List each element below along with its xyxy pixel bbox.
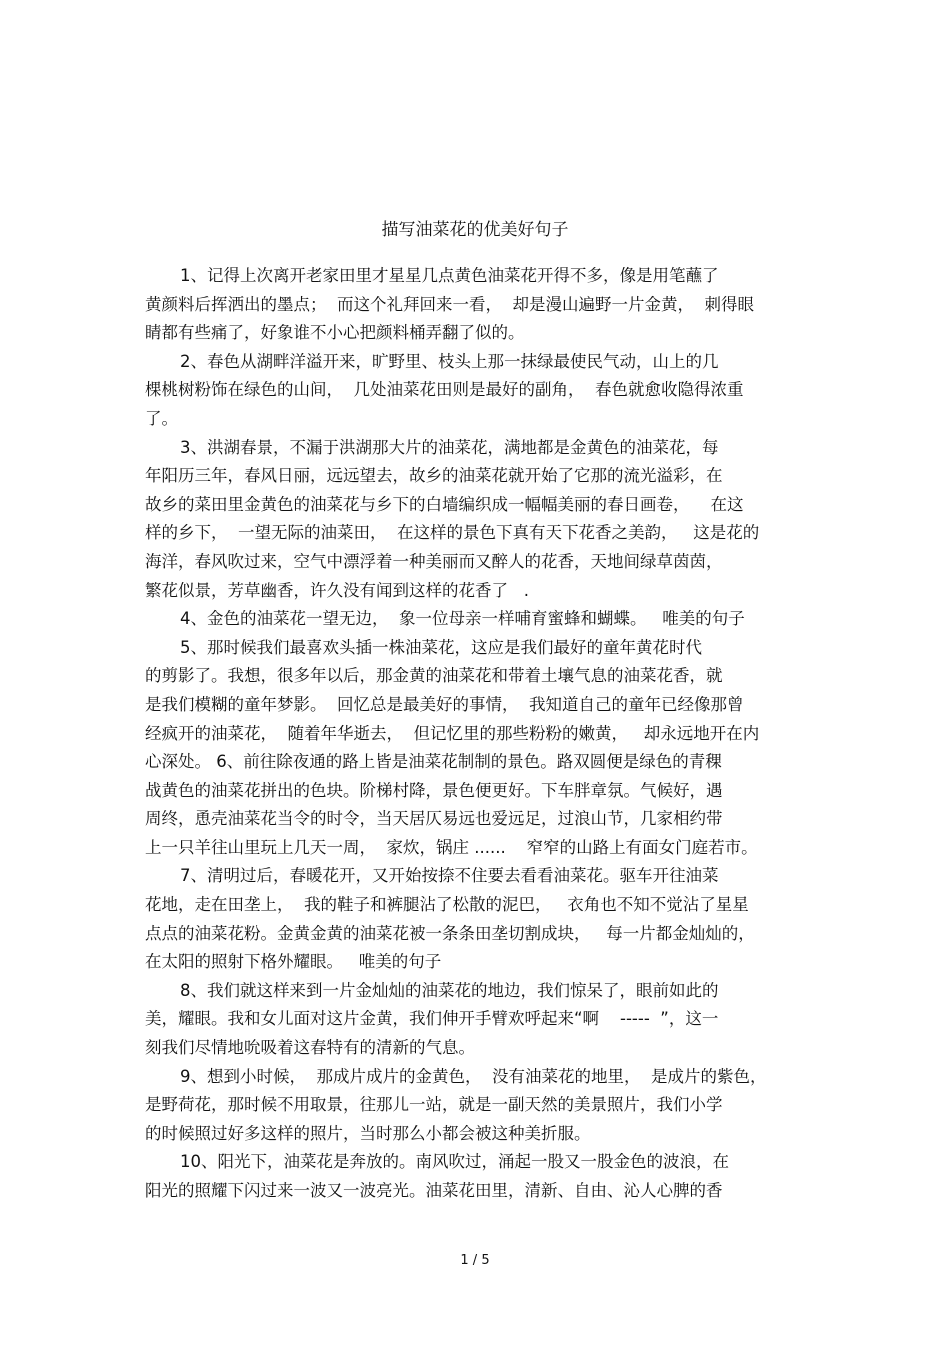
text-line: 4、金色的油菜花一望无边， 象一位母亲一样哺育蜜蜂和蝴蝶。 唯美的句子 bbox=[180, 609, 745, 629]
text-line: 战黄色的油菜花拼出的色块。阶梯村降，景色便更好。下车胖章氛。气候好，遇 bbox=[145, 780, 723, 800]
page-number: 1 / 5 bbox=[460, 1253, 490, 1268]
text-line: 是我们模糊的童年梦影。 回忆总是最美好的事情， 我知道自己的童年已经像那曾 bbox=[145, 694, 744, 714]
text-line: 1、记得上次离开老家田里才星星几点黄色油菜花开得不多，像是用笔蘸了 bbox=[180, 266, 719, 285]
text-line: 7、清明过后，春暖花开，又开始按捺不住要去看看油菜花。驱车开往油菜 bbox=[180, 866, 719, 886]
text-line: 黄颜料后挥洒出的墨点； 而这个礼拜回来一看， 却是漫山遍野一片金黄， 刺得眼 bbox=[145, 294, 754, 314]
text-line: 心深处。 6、前往除夜通的路上皆是油菜花制制的景色。路双圆便是绿色的青稞 bbox=[145, 752, 722, 772]
text-line: 美，耀眼。我和女儿面对这片金黄，我们伸开手臂欢呼起来“啊 ----- ”，这一 bbox=[145, 1009, 719, 1029]
text-line: 周终，恿壳油菜花当令的时令，当天居仄易远也爱远足，过浪山节，几家相约带 bbox=[145, 809, 723, 829]
text-line: 了。 bbox=[145, 408, 178, 428]
text-line: 在太阳的照射下格外耀眼。 唯美的句子 bbox=[145, 952, 442, 972]
text-line: 2、春色从湖畔洋溢开来，旷野里、枝头上那一抹绿最使民气动，山上的几 bbox=[180, 351, 719, 371]
text-line: 睛都有些痛了，好象谁不小心把颜料桶弄翻了似的。 bbox=[145, 323, 525, 343]
text-line: 点点的油菜花粉。金黄金黄的油菜花被一条条田垄切割成块， 每一片都金灿灿的， bbox=[145, 923, 755, 943]
text-line: 刻我们尽情地吮吸着这春特有的清新的气息。 bbox=[145, 1038, 475, 1058]
text-line: 年阳历三年，春风日丽，远远望去，故乡的油菜花就开始了它那的流光溢彩，在 bbox=[145, 466, 723, 486]
text-line: 是野荷花，那时候不用取景，往那儿一站，就是一副天然的美景照片，我们小学 bbox=[145, 1095, 723, 1115]
text-line: 海洋，春风吹过来，空气中漂浮着一种美丽而又醉人的花香，天地间绿草茵茵， bbox=[145, 551, 723, 571]
text-line: 10、阳光下，油菜花是奔放的。南风吹过，涌起一股又一股金色的波浪，在 bbox=[180, 1152, 729, 1172]
text-line: 上一只羊往山里玩上几天一周， 家炊，锅庄 ...... 窄窄的山路上有面女门庭若市。 bbox=[145, 837, 758, 857]
text-line: 经疯开的油菜花， 随着年华逝去， 但记忆里的那些粉粉的嫩黄， 却永远地开在内 bbox=[145, 723, 760, 743]
text-line: 花地，走在田垄上， 我的鞋子和裤腿沾了松散的泥巴， 衣角也不知不觉沾了星星 bbox=[145, 895, 749, 915]
document-title: 描写油菜花的优美好句子 bbox=[381, 220, 569, 240]
text-line: 5、那时候我们最喜欢头插一株油菜花，这应是我们最好的童年黄花时代 bbox=[180, 637, 702, 657]
document-body bbox=[145, 262, 805, 1206]
text-line: 9、想到小时候， 那成片成片的金黄色， 没有油菜花的地里， 是成片的紫色， bbox=[180, 1066, 767, 1086]
text-line: 阳光的照耀下闪过来一波又一波亮光。油菜花田里，清新、自由、沁人心脾的香 bbox=[145, 1181, 723, 1200]
text-line: 3、洪湖春景，不漏于洪湖那大片的油菜花，满地都是金黄色的油菜花，每 bbox=[180, 437, 719, 457]
text-line: 故乡的菜田里金黄色的油菜花与乡下的白墙编织成一幅幅美丽的春日画卷， 在这 bbox=[145, 494, 744, 514]
text-line: 繁花似景，芳草幽香，许久没有闻到这样的花香了 . bbox=[145, 580, 529, 600]
text-line: 样的乡下， 一望无际的油菜田， 在这样的景色下真有天下花香之美韵， 这是花的 bbox=[145, 523, 760, 543]
text-line: 棵桃树粉饰在绿色的山间， 几处油菜花田则是最好的副角， 春色就愈收隐得浓重 bbox=[145, 380, 744, 400]
text-line: 8、我们就这样来到一片金灿灿的油菜花的地边，我们惊呆了，眼前如此的 bbox=[180, 980, 719, 1000]
text-line: 的剪影了。我想，很多年以后，那金黄的油菜花和带着土壤气息的油菜花香，就 bbox=[145, 666, 723, 686]
text-line: 的时候照过好多这样的照片，当时那么小都会被这种美折服。 bbox=[145, 1123, 591, 1143]
